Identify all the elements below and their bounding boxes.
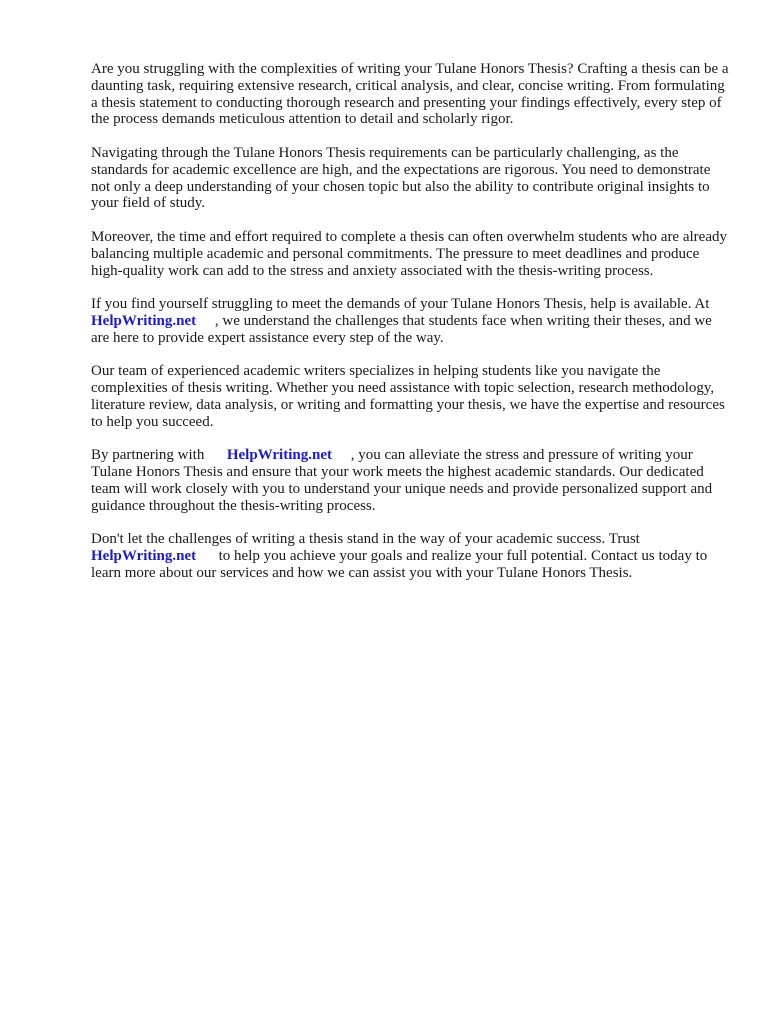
paragraph-text: By partnering with xyxy=(91,447,209,464)
paragraph-call-to-action xyxy=(91,531,731,581)
helpwriting-link[interactable]: HelpWriting.net xyxy=(226,447,332,464)
paragraph-text: , you can alleviate the stress and pressure of writing your Tulane Honors Thesis and ensure that your work meets the highest academic standards. Our dedicated team will work closely with you to understand your unique needs and provide personalized support and guidance throughout the thesis-writing process. xyxy=(91,447,716,514)
document-page xyxy=(91,61,731,599)
paragraph-requirements: Navigating through the Tulane Honors Thesis requirements can be particularly challenging, as the standards for academic excellence are high, and the expectations are rigorous. You need to demonstrate not only a deep understanding of your chosen topic but also the ability to contribute original insights to your field of study. xyxy=(91,144,715,212)
paragraph-intro: Are you struggling with the complexities of writing your Tulane Honors Thesis? Crafting a thesis can be a daunting task, requiring extensive research, critical analysis, and clear, concise writing. From formulating a thesis statement to conducting thorough research and presenting your findings effectively, every step of the process demands meticulous attention to detail and scholarly rigor. xyxy=(91,61,733,128)
paragraph-text: to help you achieve your goals and realize your full potential. Contact us today to learn more about our services and how we can assist you with your Tulane Honors Thesis. xyxy=(91,548,712,581)
paragraph-text: , we understand the challenges that students face when writing their theses, and we are here to provide expert assistance every step of the way. xyxy=(91,312,716,346)
paragraph-text: Don't let the challenges of writing a thesis stand in the way of your academic success. Trust xyxy=(91,531,644,548)
paragraph-partnering xyxy=(91,447,731,514)
paragraph-time-effort: Moreover, the time and effort required to complete a thesis can often overwhelm students who are already balancing multiple academic and personal commitments. The pressure to meet deadlines and produce high-quality work can add to the stress and anxiety associated with the thesis-writing process. xyxy=(91,228,731,279)
helpwriting-link[interactable]: HelpWriting.net xyxy=(91,548,197,565)
paragraph-text: If you find yourself struggling to meet the demands of your Tulane Honors Thesis, help is available. At xyxy=(91,296,714,313)
paragraph-team: Our team of experienced academic writers specializes in helping students like you navigate the complexities of thesis writing. Whether you need assistance with topic selection, research methodology, literature review, data analysis, or writing and formatting your thesis, we have the expertise and resources to help you succeed. xyxy=(91,363,729,430)
helpwriting-link[interactable]: HelpWriting.net xyxy=(91,312,197,329)
paragraph-help-available xyxy=(91,296,731,346)
